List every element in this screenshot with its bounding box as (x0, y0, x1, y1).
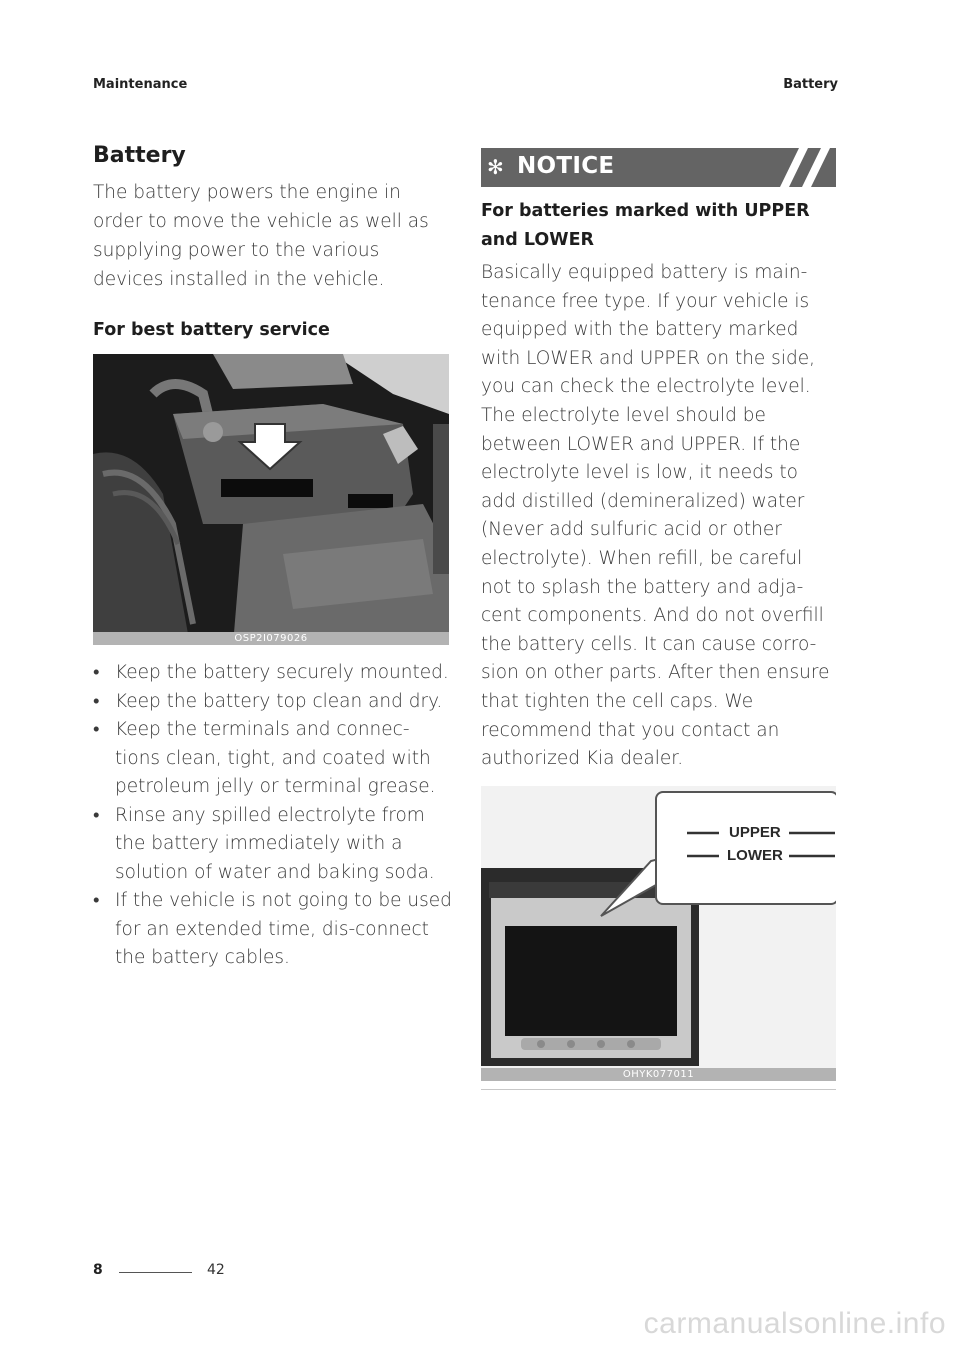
upper-level-label: UPPER (729, 823, 781, 841)
list-item-text: Rinse any spilled electrolyte from the battery immediately with a solution of water and baking soda. (115, 804, 435, 883)
notice-asterisk-icon: ✻ (487, 155, 504, 179)
list-item (93, 802, 453, 888)
section-title: Battery (93, 143, 186, 168)
notice-end-rule (481, 1089, 836, 1090)
list-item-text: Keep the battery securely mounted. (115, 662, 449, 683)
notice-label: NOTICE (517, 153, 615, 179)
list-item-text: Keep the terminals and connec-tions clean, tight, and coated with petroleum jelly or terminal grease. (115, 719, 436, 797)
lower-level-label: LOWER (727, 846, 783, 864)
notice-banner (481, 148, 836, 187)
right-column (481, 148, 836, 1081)
chapter-number: 8 (93, 1262, 103, 1278)
left-column (93, 143, 453, 973)
battery-level-diagram (481, 786, 836, 1081)
diagram-code: OHYK077011 (481, 1068, 836, 1081)
battery-care-list (93, 659, 453, 973)
engine-bay-photo (93, 354, 449, 645)
bullet-icon: • (93, 719, 100, 740)
intro-paragraph: The battery powers the engine in order to move the vehicle as well as supplying power to the various devices installed in the vehicle. (93, 182, 429, 290)
list-item (93, 887, 453, 973)
footer-divider (119, 1272, 192, 1273)
notice-heading: For batteries marked with UPPER and LOWER (481, 201, 810, 250)
running-header-topic: Battery (783, 77, 838, 92)
list-item (93, 688, 453, 717)
bullet-icon: • (93, 690, 100, 712)
list-item-text: Keep the battery top clean and dry. (115, 690, 443, 712)
list-item (93, 716, 453, 802)
list-item-text: If the vehicle is not going to be used for an extended time, dis-connect the battery cables. (115, 890, 452, 968)
notice-paragraph: Basically equipped battery is main-tenance free type. If your vehicle is equipped with the battery marked with LOWER and UPPER on the side, you can check the electrolyte level. The electrolyte level should be between LOWER and UPPER. If the electrolyte level is low, it needs to add distilled (demineralized) water (Never add sulfuric acid or other electrolyte). When refill, be careful not to splash the battery and adja-cent components. And do not overfill the battery cells. It can cause corro-sion on other parts. After then ensure that tighten the cell caps. We recommend that you contact an authorized Kia dealer. (481, 262, 830, 770)
photo-code: OSP2I079026 (93, 632, 449, 645)
running-header-section: Maintenance (93, 77, 188, 92)
watermark: carmanualsonline.info (643, 1307, 946, 1340)
list-item (93, 659, 453, 688)
diagonal-stripes-icon (766, 148, 836, 187)
bullet-icon: • (93, 804, 100, 826)
bullet-icon: • (93, 662, 100, 683)
engine-bay-illustration (93, 354, 449, 645)
subsection-title: For best battery service (93, 320, 330, 340)
page-number: 42 (207, 1262, 225, 1278)
bullet-icon: • (93, 890, 100, 911)
level-callout (655, 791, 836, 905)
